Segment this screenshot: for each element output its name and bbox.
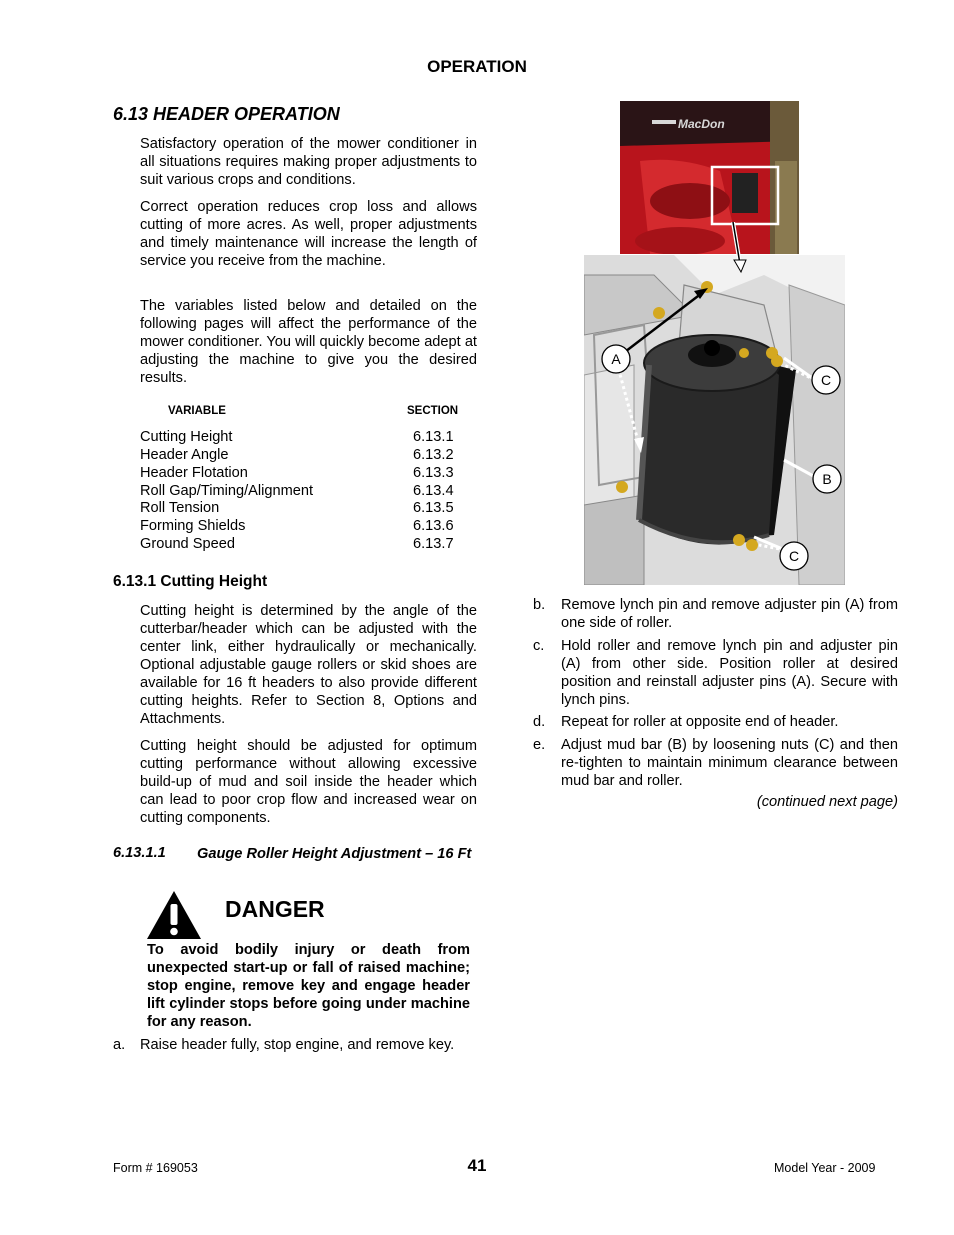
continued-note: (continued next page) (756, 794, 898, 810)
warning-triangle-icon (146, 890, 202, 940)
danger-title: DANGER (225, 896, 325, 922)
table-row-section: 6.13.5 (413, 500, 454, 516)
intro-paragraph-3: The variables listed below and detailed on the following pages will affect the performance of the mower conditioner. You will quickly become adept at adjusting the machine to give you the desired results. (140, 298, 477, 386)
step-label: b. (533, 597, 546, 613)
step-label: d. (533, 714, 546, 730)
callout-c-top-label: C (820, 372, 832, 388)
footer-form-number: Form # 169053 (113, 1161, 198, 1175)
table-row: Cutting Height (140, 429, 233, 445)
intro-paragraph-1: Satisfactory operation of the mower conditioner in all situations requires making proper adjustments to suit various crops and conditions. (140, 136, 477, 188)
table-row: Ground Speed (140, 536, 235, 552)
table-row: Roll Tension (140, 500, 220, 516)
callout-c-bottom-label: C (788, 548, 800, 564)
callout-c-bottom (780, 542, 808, 570)
step-label: c. (533, 638, 545, 654)
table-row-section: 6.13.3 (413, 465, 454, 481)
section-title: 6.13 HEADER OPERATION (113, 104, 340, 124)
subsection-title: 6.13.1 Cutting Height (113, 573, 268, 590)
page-header: OPERATION (427, 57, 527, 76)
callout-b-label: B (822, 471, 832, 487)
table-header-section: SECTION (407, 405, 459, 417)
danger-text: To avoid bodily injury or death from unexpected start-up or fall of raised machine; stop engine, remove key and engage header lift cylinder stops before going under machine for any reason. (147, 942, 470, 1030)
page-number: 41 (467, 1156, 487, 1175)
step-text: Hold roller and remove lynch pin and adjuster pin (A) from other side. Position roller at desired position and reinstall adjuster pins (A). Secure with lynch pins. (561, 638, 898, 708)
table-row: Header Flotation (140, 465, 248, 481)
step-label: a. (113, 1037, 126, 1053)
callout-a-label: A (611, 351, 621, 367)
table-row-section: 6.13.2 (413, 447, 454, 463)
subsubsection-number: 6.13.1.1 (113, 845, 166, 861)
intro-paragraph-2: Correct operation reduces crop loss and allows cutting of more acres. As well, proper adjustments and timely maintenance will increase the length of service you receive from the machine. (140, 199, 477, 269)
zoom-connector-arrow (730, 222, 750, 274)
callout-a (602, 345, 630, 373)
callout-b (813, 465, 841, 493)
subsubsection-title: Gauge Roller Height Adjustment – 16 Ft (197, 846, 472, 862)
cutting-height-paragraph-2: Cutting height should be adjusted for optimum cutting performance without allowing excessive build-up of mud and soil inside the header which can lead to poor crop flow and increased wear on cutting components. (140, 738, 477, 826)
cutting-height-paragraph-1: Cutting height is determined by the angle of the cutterbar/header which can be adjusted with the center link, either hydraulically or mechanically. Optional adjustable gauge rollers or skid shoes are available for 16 ft headers to also provide different cutting heights. Refer to Section 8, Options and Attachments. (140, 603, 477, 727)
table-row: Forming Shields (140, 518, 246, 534)
callout-c-top (812, 366, 840, 394)
table-header-variable: VARIABLE (168, 405, 226, 417)
table-row-section: 6.13.7 (413, 536, 454, 552)
brand-logo-text: MacDon (678, 117, 725, 131)
table-row-section: 6.13.6 (413, 518, 454, 534)
table-row: Header Angle (140, 447, 229, 463)
machine-overview-photo (620, 101, 799, 254)
step-text: Repeat for roller at opposite end of header. (561, 714, 839, 730)
table-row-section: 6.13.4 (413, 483, 454, 499)
footer-model-year: Model Year - 2009 (774, 1161, 876, 1175)
table-row-section: 6.13.1 (413, 429, 454, 445)
step-text: Raise header fully, stop engine, and remove key. (140, 1037, 455, 1053)
step-text: Remove lynch pin and remove adjuster pin (A) from one side of roller. (561, 597, 898, 631)
step-label: e. (533, 737, 546, 753)
table-row: Roll Gap/Timing/Alignment (140, 483, 314, 499)
gauge-roller-illustration (584, 255, 845, 585)
step-text: Adjust mud bar (B) by loosening nuts (C) and then re-tighten to maintain minimum clearance between mud bar and roller. (561, 737, 898, 789)
